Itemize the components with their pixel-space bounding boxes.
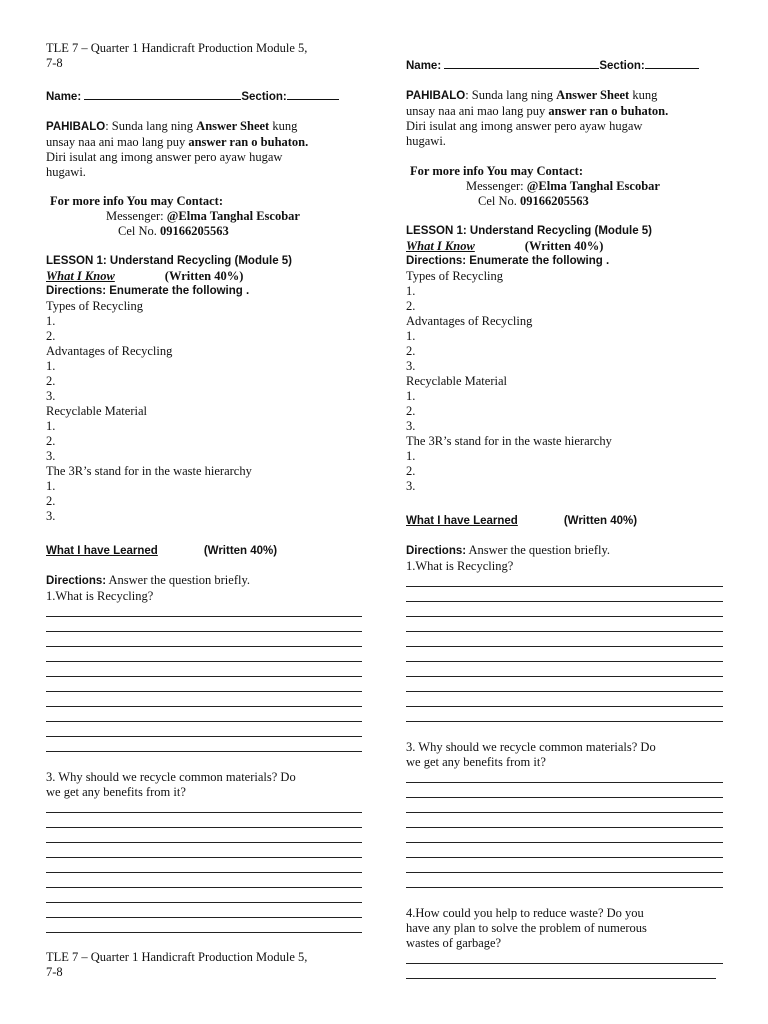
- learned-directions-text: Answer the question briefly.: [106, 573, 251, 587]
- answer-line[interactable]: [46, 736, 362, 737]
- name-section-line: [46, 88, 339, 103]
- question-4-line1: 4.How could you help to reduce waste? Do you: [406, 906, 644, 920]
- header-title-line2: 7-8: [46, 56, 63, 70]
- question-3-block: [46, 770, 296, 800]
- question-3-line1: 3. Why should we recycle common materials? Do: [406, 740, 656, 754]
- answer-line[interactable]: [46, 887, 362, 888]
- answer-line[interactable]: [46, 812, 362, 813]
- recyclable-material: Recyclable Material: [406, 374, 507, 388]
- answer-line[interactable]: [406, 872, 723, 873]
- question-4-line3: wastes of garbage?: [406, 936, 502, 950]
- pahibalo-text-4: Diri isulat ang imong answer pero ayaw hugaw: [406, 119, 643, 133]
- answer-line[interactable]: [46, 721, 362, 722]
- messenger-label: Messenger:: [106, 209, 167, 223]
- learned-heading: [46, 543, 277, 558]
- contact-block: [410, 164, 660, 209]
- enum-item: 1.: [406, 389, 416, 403]
- pahibalo-text-3: unsay naa ani mao lang puy: [46, 135, 189, 149]
- learned-directions-text: Answer the question briefly.: [466, 543, 611, 557]
- enum-item: 1.: [46, 359, 56, 373]
- answer-line[interactable]: [46, 917, 362, 918]
- answer-line[interactable]: [406, 812, 723, 813]
- contact-block: [50, 194, 300, 239]
- enum-item: 2.: [406, 299, 416, 313]
- answer-line[interactable]: [406, 631, 723, 632]
- enum-item: 2.: [46, 434, 56, 448]
- name-blank[interactable]: [444, 57, 599, 69]
- answer-line[interactable]: [406, 646, 723, 647]
- pahibalo-text-1: : Sunda lang ning: [465, 88, 557, 102]
- answer-line[interactable]: [46, 616, 362, 617]
- what-i-know-title: What I Know: [406, 239, 475, 253]
- section-blank[interactable]: [645, 57, 699, 69]
- cel-value: 09166205563: [520, 194, 589, 208]
- pahibalo-text-2: kung: [629, 88, 658, 102]
- name-label: Name:: [406, 60, 442, 72]
- lesson-title: LESSON 1: Understand Recycling (Module 5): [406, 225, 653, 237]
- enum-item: 3.: [46, 389, 56, 403]
- answer-line[interactable]: [406, 721, 723, 722]
- answer-line[interactable]: [406, 601, 723, 602]
- pahibalo-text-4: Diri isulat ang imong answer pero ayaw hugaw: [46, 150, 283, 164]
- section-blank[interactable]: [287, 88, 339, 100]
- answer-line[interactable]: [406, 887, 723, 888]
- what-i-know-written: (Written 40%): [164, 269, 244, 283]
- name-label: Name:: [46, 91, 82, 103]
- section-label: Section:: [599, 60, 645, 72]
- answer-line[interactable]: [46, 842, 362, 843]
- answer-line[interactable]: [46, 902, 362, 903]
- enum-item: 3.: [46, 449, 56, 463]
- answer-line[interactable]: [46, 691, 362, 692]
- pahibalo-label: PAHIBALO: [406, 90, 466, 102]
- enum-item: 1.: [406, 449, 416, 463]
- contact-heading: For more info You may Contact:: [410, 164, 584, 178]
- question-3-line1: 3. Why should we recycle common materials? Do: [46, 770, 296, 784]
- lesson-block: [406, 224, 652, 494]
- enumerate-directions: Directions: Enumerate the following .: [46, 285, 250, 297]
- question-3-line2: we get any benefits from it?: [406, 755, 546, 769]
- recyclable-material: Recyclable Material: [46, 404, 147, 418]
- lesson-title: LESSON 1: Understand Recycling (Module 5): [46, 255, 293, 267]
- learned-directions-block: [406, 543, 610, 574]
- answer-line[interactable]: [406, 706, 723, 707]
- three-r-heading: The 3R’s stand for in the waste hierarchy: [406, 434, 612, 448]
- header-title: TLE 7 – Quarter 1 Handicraft Production Module 5,: [46, 41, 308, 55]
- answer-line[interactable]: [406, 661, 723, 662]
- pahibalo-notice: [406, 88, 668, 149]
- pahibalo-label: PAHIBALO: [46, 121, 106, 133]
- question-4-block: [406, 906, 647, 951]
- what-i-know-written: (Written 40%): [524, 239, 604, 253]
- learned-title: What I have Learned: [46, 545, 158, 557]
- footer-title: TLE 7 – Quarter 1 Handicraft Production Module 5,: [46, 950, 308, 964]
- answer-line[interactable]: [46, 932, 362, 933]
- answer-line[interactable]: [46, 827, 362, 828]
- pahibalo-text-2: kung: [269, 119, 298, 133]
- answer-line[interactable]: [406, 676, 723, 677]
- enum-item: 1.: [406, 284, 416, 298]
- pahibalo-text-3: unsay naa ani mao lang puy: [406, 104, 549, 118]
- answer-line[interactable]: [406, 616, 723, 617]
- messenger-value: @Elma Tanghal Escobar: [166, 209, 300, 223]
- enum-item: 2.: [46, 329, 56, 343]
- section-label: Section:: [241, 91, 287, 103]
- footer-title-line2: 7-8: [46, 965, 63, 979]
- enum-item: 1.: [46, 479, 56, 493]
- pahibalo-text-1: : Sunda lang ning: [105, 119, 197, 133]
- answer-line[interactable]: [406, 857, 723, 858]
- question-4-line2: have any plan to solve the problem of numerous: [406, 921, 647, 935]
- learned-heading: [406, 513, 637, 528]
- three-r-heading: The 3R’s stand for in the waste hierarchy: [46, 464, 252, 478]
- learned-written: (Written 40%): [203, 545, 278, 557]
- cel-label: Cel No.: [118, 224, 161, 238]
- answer-line[interactable]: [406, 586, 723, 587]
- answer-line[interactable]: [46, 872, 362, 873]
- enum-item: 2.: [46, 374, 56, 388]
- pahibalo-text-5: hugawi.: [46, 165, 86, 179]
- question-3-line2: we get any benefits from it?: [46, 785, 186, 799]
- pahibalo-text-5: hugawi.: [406, 134, 446, 148]
- name-section-line: [406, 57, 699, 72]
- pahibalo-notice: [46, 119, 308, 180]
- enum-item: 3.: [46, 509, 56, 523]
- answer-line[interactable]: [406, 797, 723, 798]
- learned-written: (Written 40%): [563, 515, 638, 527]
- answer-line[interactable]: [406, 963, 723, 964]
- what-i-know-title: What I Know: [46, 269, 115, 283]
- types-of-recycling: Types of Recycling: [46, 299, 144, 313]
- answer-line[interactable]: [406, 691, 723, 692]
- learned-directions-label: Directions:: [46, 575, 107, 587]
- enum-item: 1.: [406, 329, 416, 343]
- answer-line[interactable]: [406, 827, 723, 828]
- answer-line[interactable]: [46, 857, 362, 858]
- answer-line[interactable]: [46, 706, 362, 707]
- question-1: 1.What is Recycling?: [46, 589, 154, 603]
- answer-line[interactable]: [46, 676, 362, 677]
- pahibalo-bold-1: Answer Sheet: [556, 88, 630, 102]
- pahibalo-bold-2: answer ran o buhaton.: [548, 104, 669, 118]
- answer-line[interactable]: [406, 782, 723, 783]
- enum-item: 3.: [406, 359, 416, 373]
- advantages-of-recycling: Advantages of Recycling: [46, 344, 173, 358]
- question-3-block: [406, 740, 656, 770]
- answer-line[interactable]: [46, 751, 362, 752]
- learned-title: What I have Learned: [406, 515, 518, 527]
- advantages-of-recycling: Advantages of Recycling: [406, 314, 533, 328]
- lesson-block: [46, 254, 292, 524]
- learned-directions-block: [46, 573, 250, 604]
- name-blank[interactable]: [84, 88, 241, 100]
- enum-item: 1.: [46, 419, 56, 433]
- types-of-recycling: Types of Recycling: [406, 269, 504, 283]
- enum-item: 3.: [406, 419, 416, 433]
- answer-line[interactable]: [46, 631, 362, 632]
- answer-line[interactable]: [46, 661, 362, 662]
- enum-item: 1.: [46, 314, 56, 328]
- enum-item: 2.: [406, 404, 416, 418]
- answer-line[interactable]: [406, 842, 723, 843]
- question-1: 1.What is Recycling?: [406, 559, 514, 573]
- messenger-value: @Elma Tanghal Escobar: [526, 179, 660, 193]
- enum-item: 3.: [406, 479, 416, 493]
- enum-item: 2.: [46, 494, 56, 508]
- answer-line[interactable]: [406, 978, 716, 979]
- answer-line[interactable]: [46, 646, 362, 647]
- enum-item: 2.: [406, 344, 416, 358]
- cel-value: 09166205563: [160, 224, 229, 238]
- learned-directions-label: Directions:: [406, 545, 467, 557]
- pahibalo-bold-1: Answer Sheet: [196, 119, 270, 133]
- messenger-label: Messenger:: [466, 179, 527, 193]
- pahibalo-bold-2: answer ran o buhaton.: [188, 135, 309, 149]
- cel-label: Cel No.: [478, 194, 521, 208]
- contact-heading: For more info You may Contact:: [50, 194, 224, 208]
- enumerate-directions: Directions: Enumerate the following .: [406, 255, 610, 267]
- enum-item: 2.: [406, 464, 416, 478]
